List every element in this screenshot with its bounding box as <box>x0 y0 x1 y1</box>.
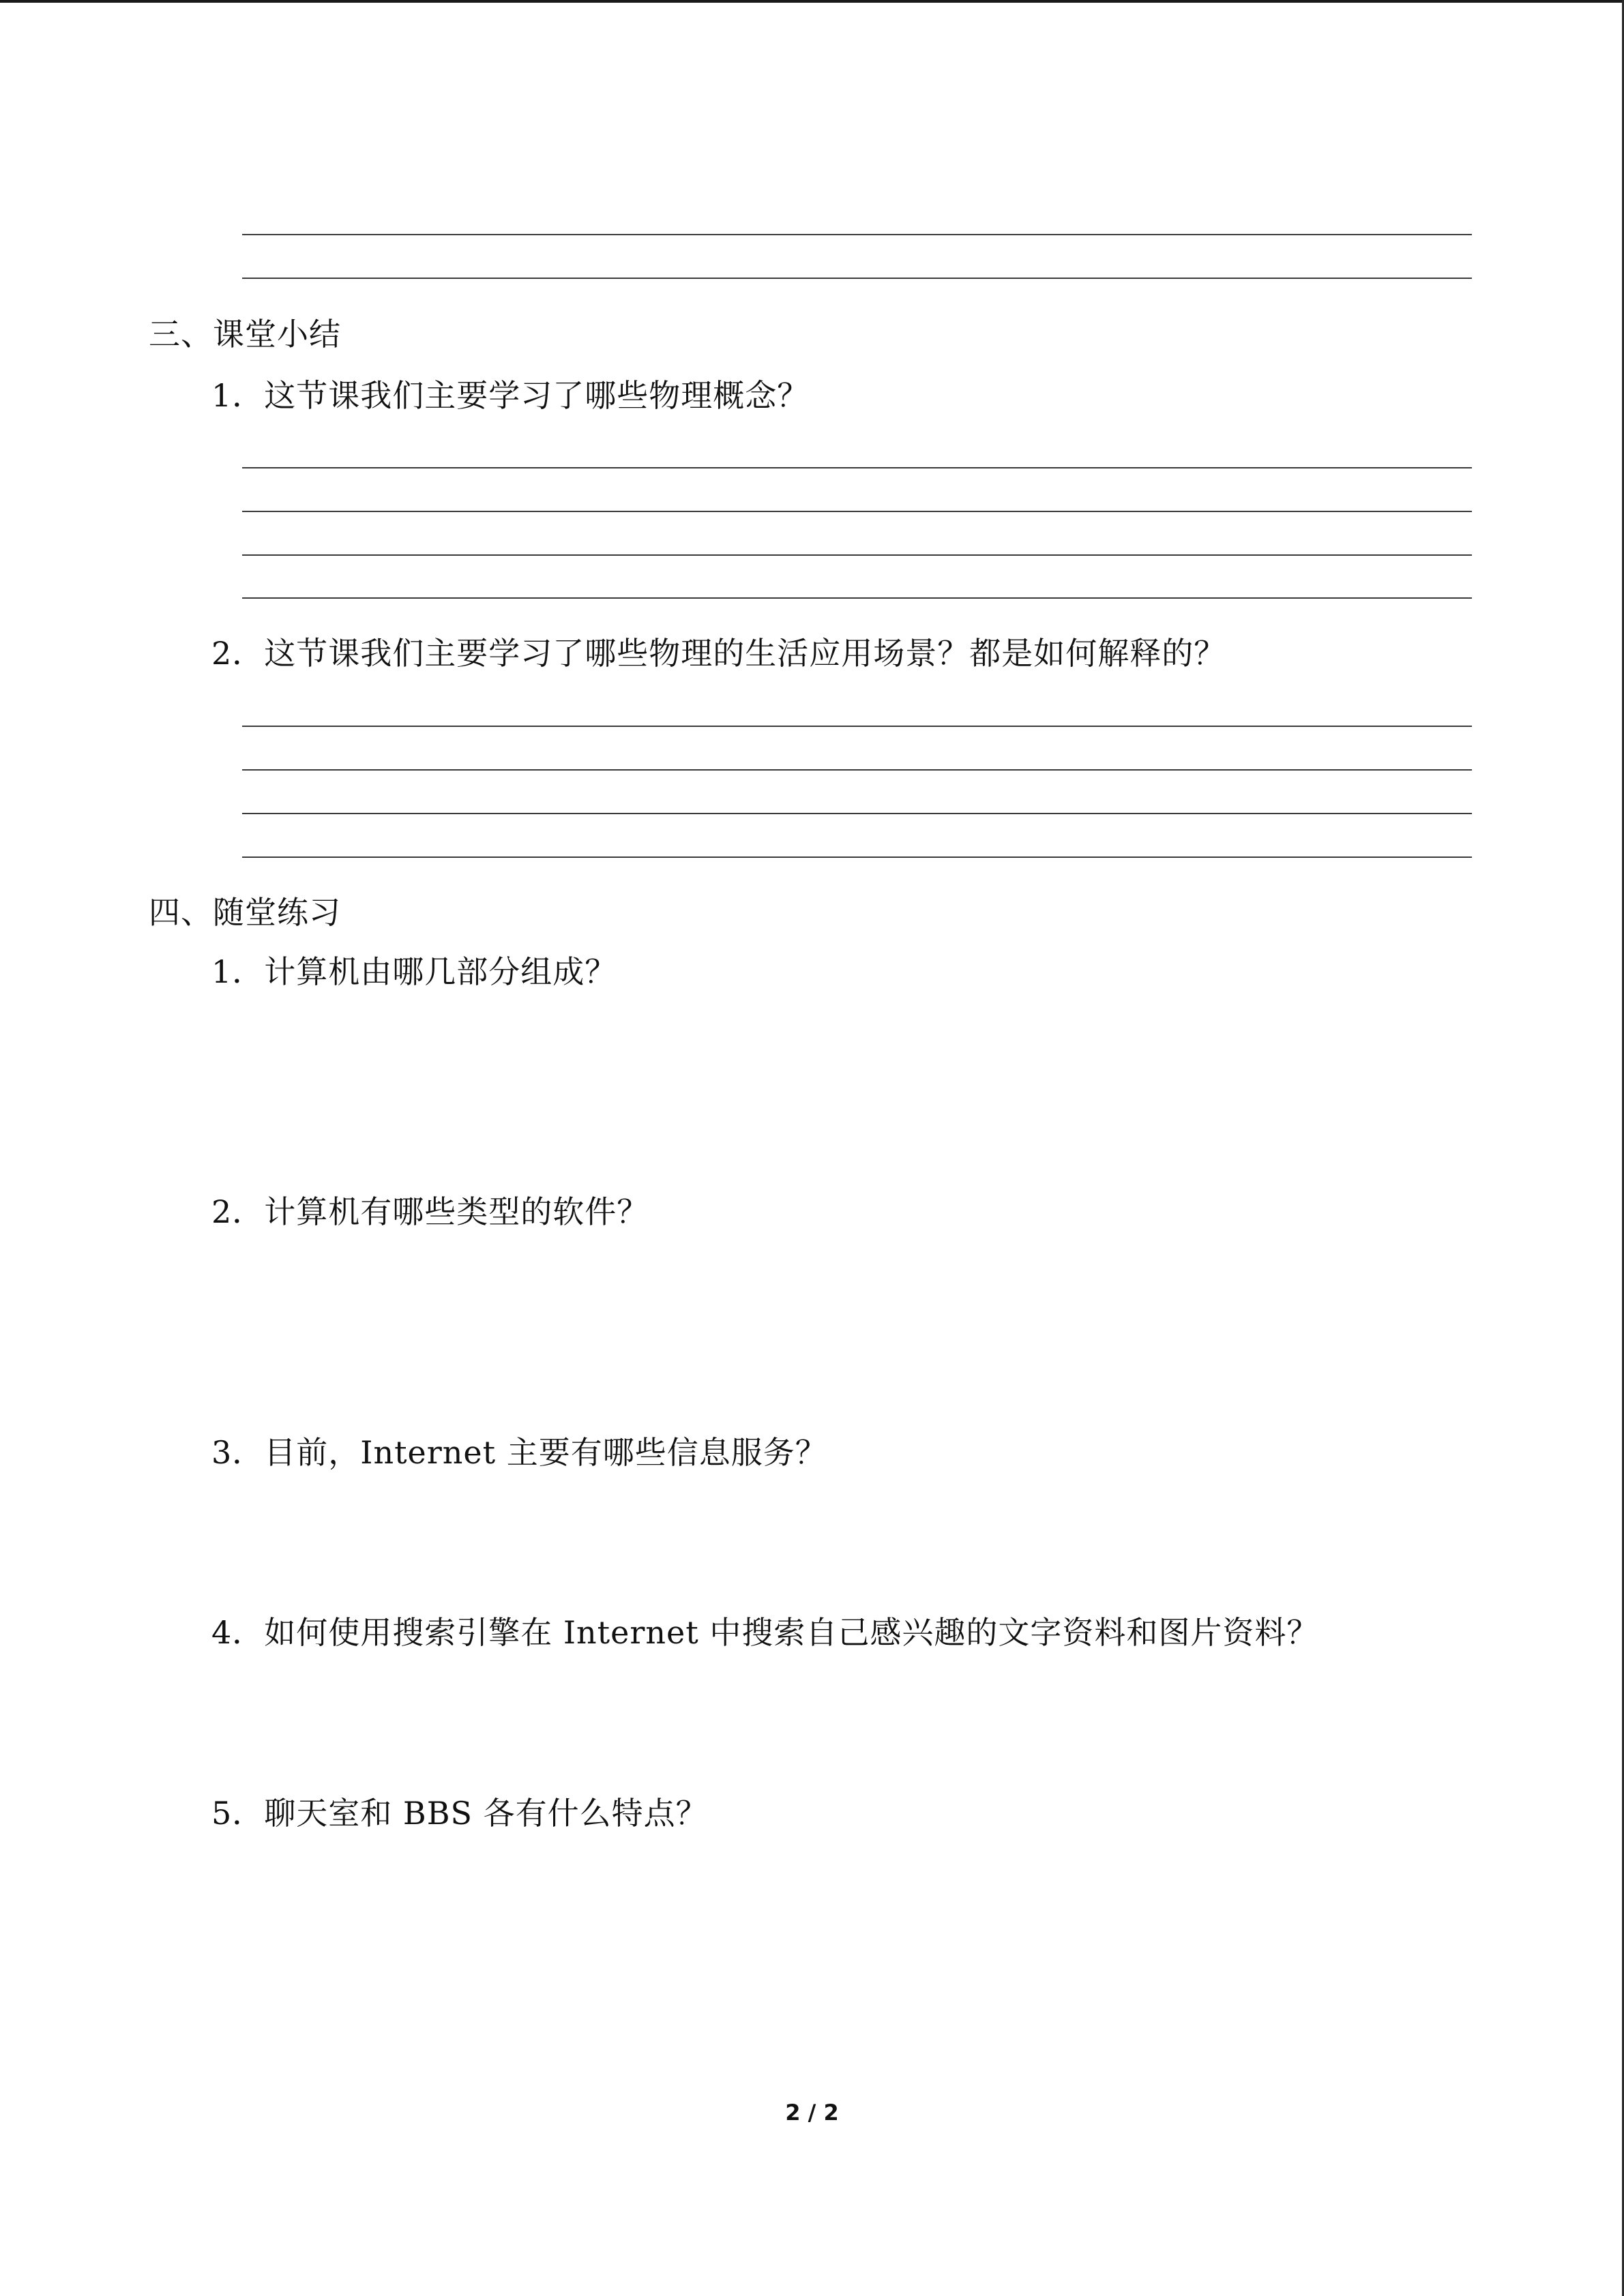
answer-line <box>242 769 1472 771</box>
summary-question-1: 1．这节课我们主要学习了哪些物理概念？ <box>211 377 810 414</box>
section-heading-summary: 三、课堂小结 <box>149 316 341 353</box>
answer-line <box>242 467 1472 468</box>
answer-line <box>242 234 1472 235</box>
practice-question-4: 4．如何使用搜索引擎在 Internet 中搜索自己感兴趣的文字资料和图片资料？ <box>211 1614 1319 1651</box>
section-heading-practice: 四、随堂练习 <box>149 894 341 931</box>
answer-line <box>242 511 1472 512</box>
practice-question-1: 1．计算机由哪几部分组成？ <box>211 953 617 990</box>
practice-question-2: 2．计算机有哪些类型的软件？ <box>211 1193 649 1230</box>
answer-line <box>242 554 1472 556</box>
answer-line <box>242 726 1472 727</box>
page-top-border <box>0 0 1624 3</box>
answer-line <box>242 278 1472 279</box>
practice-question-5: 5．聊天室和 BBS 各有什么特点？ <box>211 1795 708 1832</box>
practice-question-3: 3．目前，Internet 主要有哪些信息服务？ <box>211 1434 827 1471</box>
answer-line <box>242 813 1472 814</box>
answer-line <box>242 856 1472 858</box>
answer-line <box>242 597 1472 599</box>
summary-question-2: 2．这节课我们主要学习了哪些物理的生活应用场景？都是如何解释的？ <box>211 635 1226 672</box>
page-number: 2 / 2 <box>785 2100 839 2126</box>
